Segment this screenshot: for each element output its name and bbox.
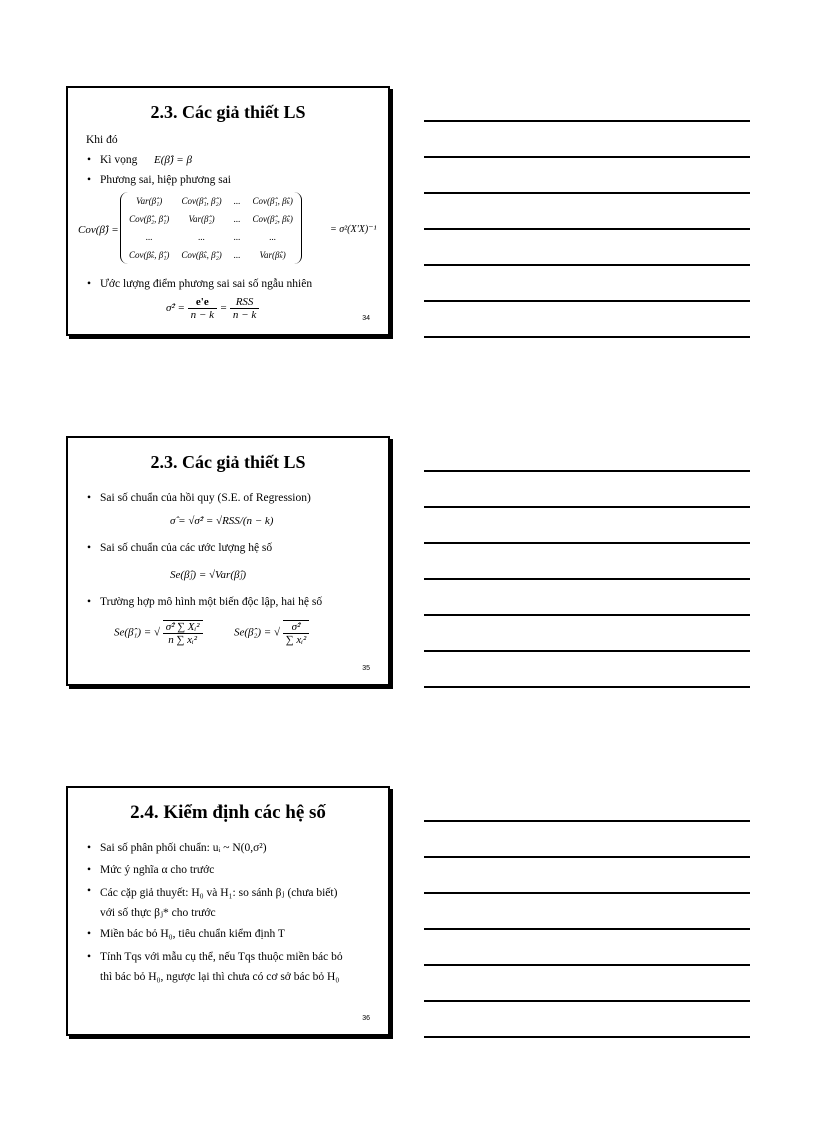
matrix-row xyxy=(123,192,299,210)
numerator: σ̂² ∑ Xᵢ² xyxy=(163,621,203,634)
matrix-cell: Cov(β̂₂, β̂ₖ) xyxy=(252,213,293,224)
note-line xyxy=(424,228,750,230)
fraction xyxy=(188,296,217,321)
slide-title: 2.3. Các giả thiết LS xyxy=(150,102,306,122)
matrix-cell: ... xyxy=(233,250,241,260)
fraction xyxy=(163,620,203,646)
note-line xyxy=(424,820,750,822)
equation-part: = xyxy=(219,302,228,315)
slide-title: 2.4. Kiểm định các hệ số xyxy=(130,802,326,823)
note-line xyxy=(424,264,750,266)
matrix-cell: Cov(β̂ₖ, β̂₁) xyxy=(129,249,170,260)
covariance-matrix xyxy=(120,192,302,264)
note-line xyxy=(424,650,750,652)
matrix-row xyxy=(123,228,299,246)
bullet-item: • Kì vọng xyxy=(100,154,137,166)
matrix-cell: ... xyxy=(233,196,241,206)
note-line xyxy=(424,856,750,858)
denominator: ∑ xᵢ² xyxy=(285,634,307,646)
matrix-cell: ... xyxy=(198,232,205,242)
matrix-cell: ... xyxy=(233,214,241,224)
bullet-item: • Mức ý nghĩa α cho trước xyxy=(100,864,214,876)
equation: Cov(β̂) = xyxy=(78,224,119,236)
page-number: 36 xyxy=(362,1015,370,1022)
fraction xyxy=(283,620,310,646)
matrix-cell: ... xyxy=(145,232,153,242)
note-line xyxy=(424,192,750,194)
matrix-cell: Var(β̂₁) xyxy=(136,196,163,206)
equation: = σ²(X'X)⁻¹ xyxy=(330,224,377,235)
matrix-cell: ... xyxy=(233,232,241,242)
bullet-item: • Ước lượng điểm phương sai sai số ngẫu nhiên xyxy=(100,278,312,290)
matrix-cell: Cov(β̂₁, β̂₂) xyxy=(181,196,222,206)
note-line xyxy=(424,470,750,472)
page-number: 34 xyxy=(362,315,370,322)
equation: Se(β̂₂) = √ $\frac{\text{σ̂²}}{\text{∑ xᵢ²}}$ xyxy=(234,620,309,646)
bullet-item: • Các cặp giả thuyết: H₀ và H₁: so sánh βⱼ (chưa biết) xyxy=(100,885,337,899)
matrix-cell: Cov(β̂ₖ, β̂₂) xyxy=(181,249,222,260)
note-line xyxy=(424,1000,750,1002)
denominator: n − k xyxy=(190,309,214,321)
slide-title: 2.3. Các giả thiết LS xyxy=(150,452,306,472)
note-line xyxy=(424,686,750,688)
note-line xyxy=(424,964,750,966)
matrix-cell: Var(β̂ₖ) xyxy=(259,249,286,260)
note-line xyxy=(424,892,750,894)
note-line xyxy=(424,1036,750,1038)
equation: Se(β̂ⱼ) = √Var(β̂ⱼ) xyxy=(170,569,247,581)
matrix-cell: Cov(β̂₁, β̂ₖ) xyxy=(252,195,293,206)
equation-part: Se(β̂₁) = xyxy=(114,626,152,639)
matrix-cell: Cov(β̂₂, β̂₁) xyxy=(129,214,170,224)
note-line xyxy=(424,300,750,302)
note-line xyxy=(424,156,750,158)
slide-text: Khi đó xyxy=(86,134,118,146)
note-line xyxy=(424,928,750,930)
bullet-item: • Miền bác bỏ H₀, tiêu chuẩn kiểm định T xyxy=(100,928,285,940)
fraction xyxy=(230,296,259,321)
denominator: n ∑ xᵢ² xyxy=(168,634,198,646)
note-line xyxy=(424,614,750,616)
matrix-cell: ... xyxy=(269,232,277,242)
equation: E(β̂) = β xyxy=(154,154,192,166)
note-line xyxy=(424,542,750,544)
equation xyxy=(166,296,259,321)
bullet-item: • Tính Tqs với mẫu cụ thể, nếu Tqs thuộc miền bác bỏ xyxy=(100,951,343,963)
numerator: RSS xyxy=(230,296,259,309)
matrix-row xyxy=(123,210,299,228)
numerator: e'e xyxy=(188,296,217,309)
equation: Se(β̂₁) = √ $\frac{\text{σ̂² ∑ Xᵢ²}}{\text{n ∑ xᵢ²}}$ xyxy=(114,620,203,646)
bullet-item: • Sai số chuẩn của hồi quy (S.E. of Regression) xyxy=(100,492,311,504)
bullet-continuation: thì bác bỏ H₀, ngược lại thì chưa có cơ sở bác bỏ H₀ xyxy=(100,971,340,983)
denominator: n − k xyxy=(232,309,257,321)
equation-part: Se(β̂₂) = xyxy=(234,626,272,639)
numerator: σ̂² xyxy=(283,621,310,634)
bullet-item: • Sai số phân phối chuẩn: uᵢ ~ N(0,σ²) xyxy=(100,842,267,854)
bullet-item: • Trường hợp mô hình một biến độc lập, hai hệ số xyxy=(100,596,322,608)
equation-part: σ̂² = xyxy=(166,302,185,315)
matrix-cell: Var(β̂₂) xyxy=(188,214,215,224)
bullet-continuation: với số thực βⱼ* cho trước xyxy=(100,907,216,919)
note-line xyxy=(424,336,750,338)
note-line xyxy=(424,120,750,122)
slide-35 xyxy=(66,436,390,686)
equation: σ̂ = √σ̂² = √RSS/(n − k) xyxy=(170,515,274,527)
bullet-item: • Sai số chuẩn của các ước lượng hệ số xyxy=(100,542,272,554)
slide-36 xyxy=(66,786,390,1036)
note-line xyxy=(424,506,750,508)
note-line xyxy=(424,578,750,580)
page-number: 35 xyxy=(362,665,370,672)
slide-34 xyxy=(66,86,390,336)
matrix-row xyxy=(123,246,299,264)
bullet-item: • Phương sai, hiệp phương sai xyxy=(100,174,231,186)
